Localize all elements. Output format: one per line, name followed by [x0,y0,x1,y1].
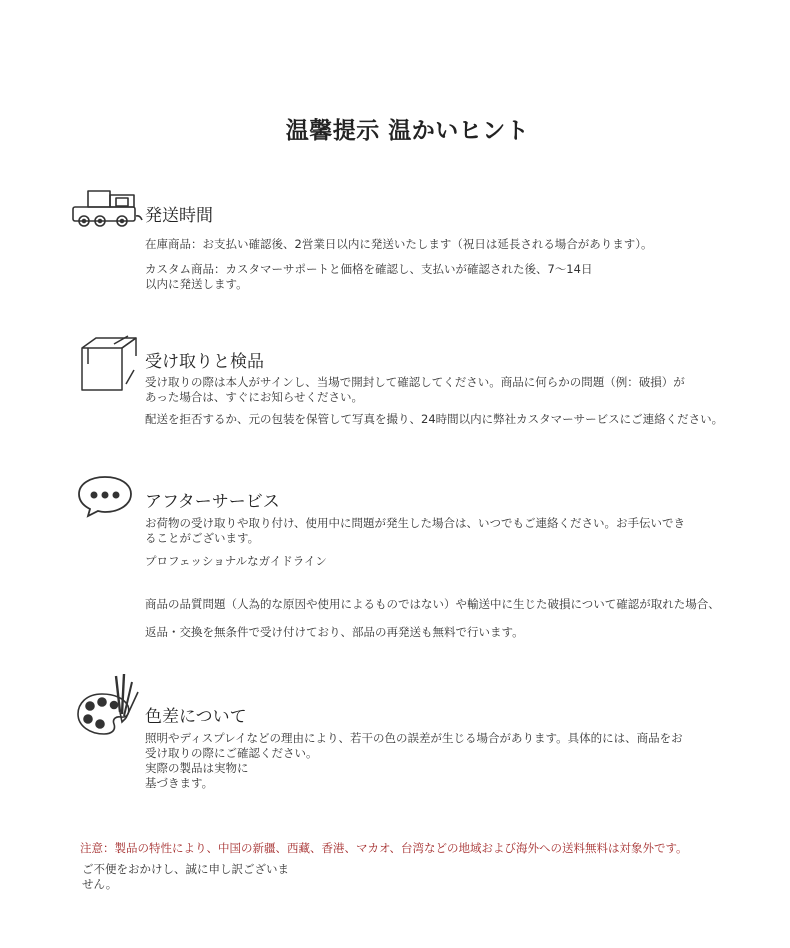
page-title: 温馨提示 温かいヒント [285,118,530,144]
section-title-after-service: アフターサービス [145,492,280,512]
chat-bubble-icon [76,474,134,518]
after-service-quality-text: 商品の品質問題（人為的な原因や使用によるものではない）や輸送中に生じた破損について確認が取れた場合、 [145,597,720,611]
box-icon [78,334,138,394]
receiving-refuse-text: 配送を拒否するか、元の包装を保管して写真を撮り、24時間以内に弊社カスタマーサービスにご連絡ください。 [145,412,724,426]
receiving-check-text: 受け取りの際は本人がサインし、当場で開封して確認してください。商品に何らかの問題（例：破損）が あった場合は、すぐにお知らせください。 [145,375,685,404]
palette-icon [76,672,144,744]
section-title-color-difference: 色差について [145,707,247,727]
after-service-contact-text: お荷物の受け取りや取り付け、使用中に問題が発生した場合は、いつでもご連絡ください。お手伝いでき ることがございます。 [145,516,686,545]
section-title-receiving: 受け取りと検品 [145,352,264,372]
shipping-custom-text: カスタム商品：カスタマーサポートと価格を確認し、支払いが確認された後、7〜14日 以内に発送します。 [145,262,593,291]
shipping-stock-text: 在庫商品：お支払い確認後、2営業日以内に発送いたします（祝日は延長される場合があります）。 [145,237,653,251]
section-title-shipping: 発送時間 [145,206,213,226]
color-difference-text: 照明やディスプレイなどの理由により、若干の色の誤差が生じる場合があります。具体的には、商品をお 受け取りの際にご確認ください。 実際の製品は実物に 基づきます。 [145,731,683,790]
shipping-exclusion-notice: 注意：製品の特性により、中国の新疆、西藏、香港、マカオ、台湾などの地域および海外への送料無料は対象外です。 [80,841,688,855]
apology-text: ご不便をおかけし、誠に申し訳ございません。 [82,862,289,891]
after-service-guideline-text: プロフェッショナルなガイドライン [145,554,327,568]
after-service-return-text: 返品・交換を無条件で受け付けており、部品の再発送も無料で行います。 [145,625,524,639]
truck-icon [70,188,150,232]
